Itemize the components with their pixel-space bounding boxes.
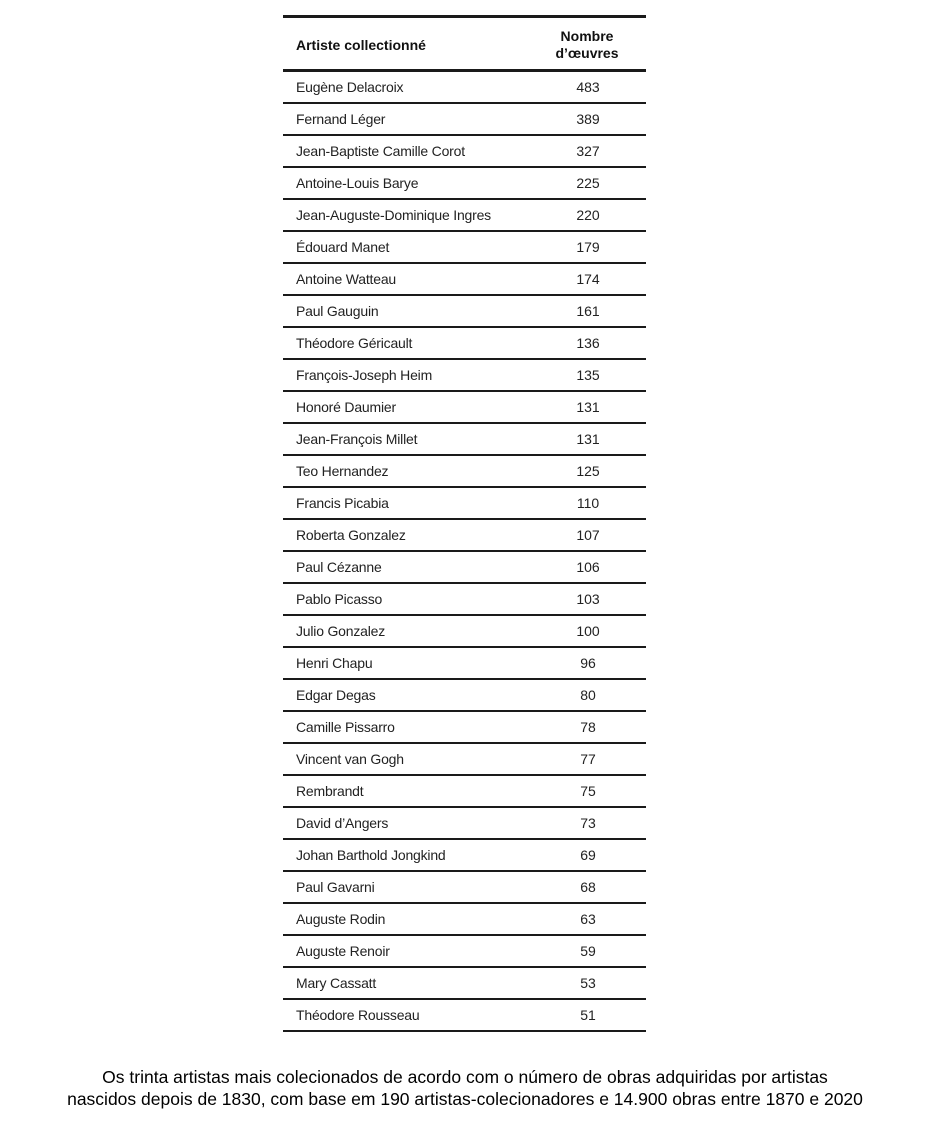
- works-count-cell: 107: [576, 527, 600, 543]
- artist-name-cell: Édouard Manet: [296, 239, 390, 255]
- artist-name-cell: Théodore Géricault: [296, 335, 413, 351]
- works-count-cell: 103: [576, 591, 600, 607]
- table-row: [283, 648, 646, 680]
- works-count-cell: 327: [576, 143, 600, 159]
- artist-name-cell: Paul Gauguin: [296, 303, 379, 319]
- table-row: [283, 72, 646, 104]
- works-count-cell: 174: [576, 271, 600, 287]
- table-row: [283, 104, 646, 136]
- caption-line-2: nascidos depois de 1830, com base em 190 artistas-colecionadores e 14.900 obras entre 1870 e 2020: [67, 1089, 863, 1109]
- works-count-cell: 51: [580, 1007, 596, 1023]
- table-row: [283, 360, 646, 392]
- works-count-cell: 225: [576, 175, 600, 191]
- works-count-cell: 73: [580, 815, 596, 831]
- table-row: [283, 552, 646, 584]
- works-count-cell: 106: [576, 559, 600, 575]
- artist-name-cell: Pablo Picasso: [296, 591, 383, 607]
- works-count-cell: 125: [576, 463, 600, 479]
- artist-name-cell: Vincent van Gogh: [296, 751, 404, 767]
- artist-name-cell: Théodore Rousseau: [296, 1007, 420, 1023]
- artist-name-cell: Henri Chapu: [296, 655, 373, 671]
- header-count-line2: d’œuvres: [555, 45, 619, 61]
- table-row: [283, 840, 646, 872]
- table-row: [283, 968, 646, 1000]
- works-count-cell: 483: [576, 79, 600, 95]
- table-row: [283, 712, 646, 744]
- works-count-cell: 161: [576, 303, 600, 319]
- artist-name-cell: Rembrandt: [296, 783, 364, 799]
- table-row: [283, 264, 646, 296]
- works-count-cell: 69: [580, 847, 596, 863]
- table-row: [283, 1000, 646, 1032]
- works-count-cell: 96: [580, 655, 596, 671]
- table-row: [283, 456, 646, 488]
- artist-name-cell: Mary Cassatt: [296, 975, 377, 991]
- table-row: [283, 232, 646, 264]
- table-row: [283, 744, 646, 776]
- artist-name-cell: Teo Hernandez: [296, 463, 389, 479]
- artist-name-cell: Paul Gavarni: [296, 879, 375, 895]
- table-row: [283, 424, 646, 456]
- table-row: [283, 680, 646, 712]
- table-row: [283, 488, 646, 520]
- artist-name-cell: Edgar Degas: [296, 687, 376, 703]
- artist-name-cell: François-Joseph Heim: [296, 367, 433, 383]
- works-count-cell: 59: [580, 943, 596, 959]
- artist-name-cell: Paul Cézanne: [296, 559, 382, 575]
- table-row: [283, 808, 646, 840]
- works-count-cell: 135: [576, 367, 600, 383]
- table-row: [283, 392, 646, 424]
- works-count-cell: 53: [580, 975, 596, 991]
- works-count-cell: 80: [580, 687, 596, 703]
- table-row: [283, 200, 646, 232]
- artist-name-cell: Roberta Gonzalez: [296, 527, 406, 543]
- works-count-cell: 63: [580, 911, 596, 927]
- artist-name-cell: Jean-Baptiste Camille Corot: [296, 143, 465, 159]
- table-row: [283, 616, 646, 648]
- works-count-cell: 68: [580, 879, 596, 895]
- table-header: [283, 18, 646, 72]
- table-body: [283, 72, 646, 1032]
- header-count-line1: Nombre: [560, 28, 614, 44]
- artist-name-cell: Francis Picabia: [296, 495, 389, 511]
- works-count-cell: 220: [576, 207, 600, 223]
- artist-name-cell: Honoré Daumier: [296, 399, 396, 415]
- works-count-cell: 75: [580, 783, 596, 799]
- works-count-cell: 110: [576, 495, 600, 511]
- artist-name-cell: David d’Angers: [296, 815, 389, 831]
- works-count-cell: 78: [580, 719, 596, 735]
- artist-name-cell: Julio Gonzalez: [296, 623, 386, 639]
- table-row: [283, 168, 646, 200]
- works-count-cell: 136: [576, 335, 600, 351]
- artist-name-cell: Antoine Watteau: [296, 271, 396, 287]
- table-row: [283, 328, 646, 360]
- artist-name-cell: Camille Pissarro: [296, 719, 395, 735]
- table-row: [283, 296, 646, 328]
- works-count-cell: 179: [576, 239, 600, 255]
- table-row: [283, 584, 646, 616]
- figure-caption: [0, 1066, 930, 1110]
- artist-name-cell: Jean-Auguste-Dominique Ingres: [296, 207, 491, 223]
- artist-name-cell: Jean-François Millet: [296, 431, 418, 447]
- works-count-cell: 131: [576, 399, 600, 415]
- artist-name-cell: Auguste Rodin: [296, 911, 386, 927]
- artist-name-cell: Antoine-Louis Barye: [296, 175, 419, 191]
- artist-name-cell: Johan Barthold Jongkind: [296, 847, 446, 863]
- caption-line-1: Os trinta artistas mais colecionados de acordo com o número de obras adquiridas por artistas: [102, 1067, 828, 1087]
- header-artist: Artiste collectionné: [296, 37, 426, 53]
- artist-name-cell: Auguste Renoir: [296, 943, 390, 959]
- works-count-cell: 131: [576, 431, 600, 447]
- header-count: [529, 28, 645, 62]
- table-row: [283, 136, 646, 168]
- artists-table: [283, 15, 646, 1032]
- artist-name-cell: Eugène Delacroix: [296, 79, 404, 95]
- table-row: [283, 872, 646, 904]
- works-count-cell: 100: [576, 623, 600, 639]
- table-row: [283, 776, 646, 808]
- works-count-cell: 389: [576, 111, 600, 127]
- table-row: [283, 936, 646, 968]
- works-count-cell: 77: [580, 751, 596, 767]
- table-row: [283, 520, 646, 552]
- table-row: [283, 904, 646, 936]
- artist-name-cell: Fernand Léger: [296, 111, 386, 127]
